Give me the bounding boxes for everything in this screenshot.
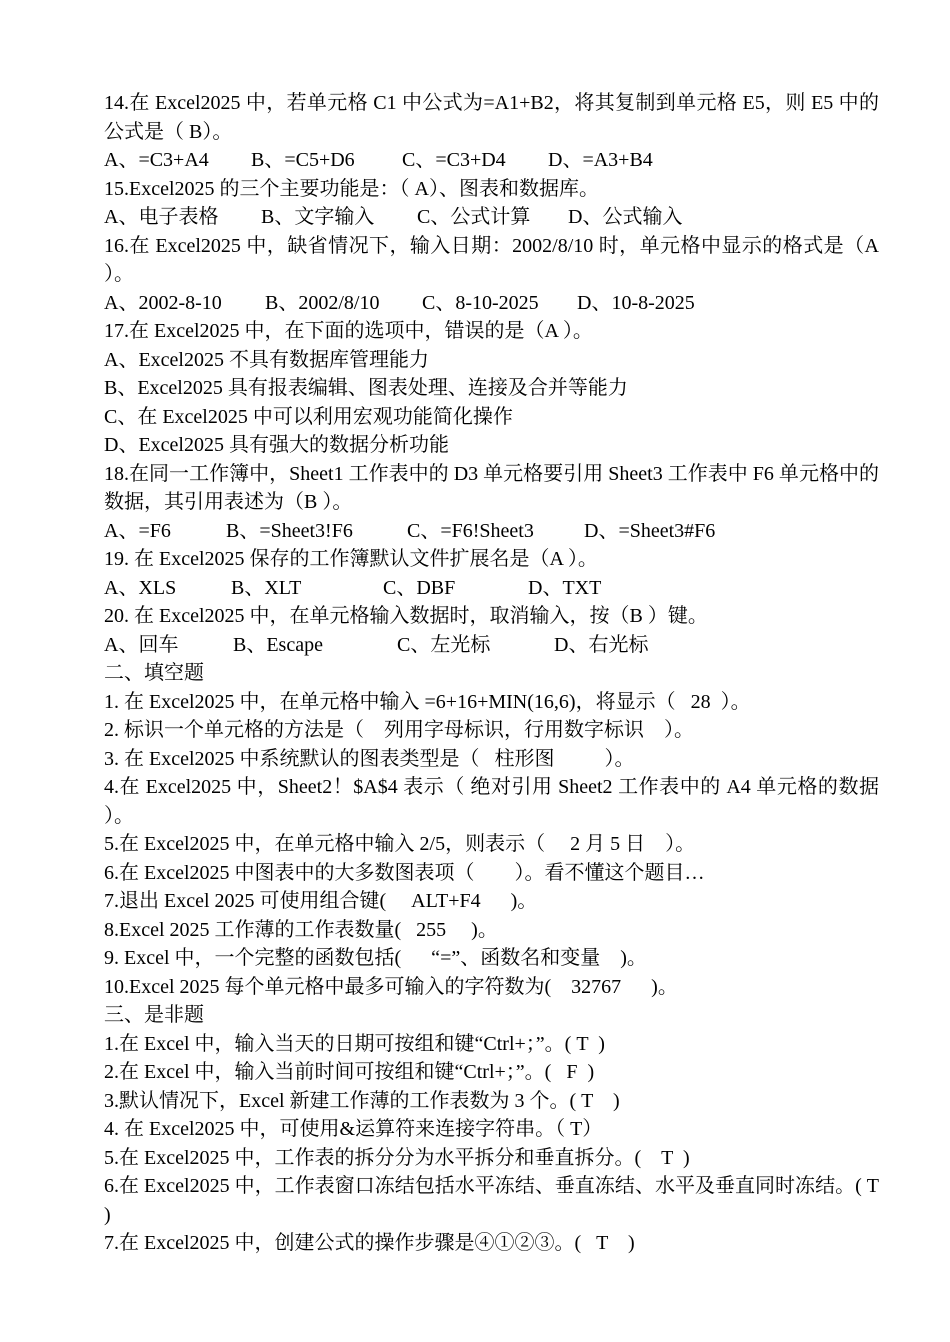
- option-c: C、DBF: [383, 576, 456, 599]
- fill-item-7: 7.退出 Excel 2025 可使用组合键( ALT+F4 )。: [104, 890, 538, 912]
- question-19: 19. 在 Excel2025 保存的工作簿默认文件扩展名是（A ）。: [104, 548, 598, 570]
- option-d: D、10-8-2025: [577, 291, 695, 314]
- option-b: B、XLT: [231, 576, 302, 599]
- fill-item-4: 4.在 Excel2025 中，Sheet2！$A$4 表示（ 绝对引用 Sheet2 工作表中的 A4 单元格的数据 ）。: [104, 776, 879, 827]
- fill-item-6: 6.在 Excel2025 中图表中的大多数图表项（ ）。看不懂这个题目…: [104, 861, 705, 884]
- question-16: 16.在 Excel2025 中，缺省情况下，输入日期：2002/8/10 时，单元格中显示的格式是（A ）。: [104, 234, 879, 285]
- option-c: C、8-10-2025: [422, 291, 539, 314]
- option-c-line: C、在 Excel2025 中可以利用宏观功能简化操作: [104, 405, 513, 428]
- tf-item-4: 4. 在 Excel2025 中，可使用&运算符来连接字符串。（ T）: [104, 1118, 603, 1140]
- options-16: [104, 289, 879, 318]
- tf-item-2: 2.在 Excel 中，输入当前时间可按组和键“Ctrl+；”。( F ): [104, 1061, 595, 1083]
- option-b: B、2002/8/10: [265, 291, 380, 314]
- options-14: [104, 146, 879, 175]
- fill-item-10: 10.Excel 2025 每个单元格中最多可输入的字符数为( 32767 )。: [104, 975, 678, 998]
- document-page: [104, 89, 879, 1258]
- tf-item-6: 6.在 Excel2025 中，工作表窗口冻结包括水平冻结、垂直冻结、水平及垂直同时冻结。( T ): [104, 1175, 879, 1226]
- option-b: B、文字输入: [261, 206, 375, 228]
- fill-item-2: 2. 标识一个单元格的方法是（ 列用字母标识，行用数字标识 ）。: [104, 719, 694, 741]
- option-d: D、右光标: [554, 633, 649, 656]
- option-a: A、=C3+A4: [104, 149, 209, 171]
- tf-item-7: 7.在 Excel2025 中，创建公式的操作步骤是④①②③。( T ): [104, 1232, 635, 1254]
- option-a: A、2002-8-10: [104, 291, 222, 314]
- option-d: D、=A3+B4: [548, 149, 653, 171]
- option-c: C、=F6!Sheet3: [407, 519, 534, 542]
- question-14: 14.在 Excel2025 中，若单元格 C1 中公式为=A1+B2，将其复制到单元格 E5，则 E5 中的公式是（ B）。: [104, 92, 879, 143]
- fill-item-3: 3. 在 Excel2025 中系统默认的图表类型是（ 柱形图 ）。: [104, 747, 635, 770]
- option-d: D、公式输入: [568, 206, 683, 228]
- option-c: C、=C3+D4: [402, 149, 506, 171]
- tf-item-5: 5.在 Excel2025 中，工作表的拆分分为水平拆分和垂直拆分。( T ): [104, 1146, 690, 1169]
- option-d-line: D、Excel2025 具有强大的数据分析功能: [104, 434, 449, 456]
- option-b: B、=C5+D6: [251, 149, 355, 171]
- fill-item-8: 8.Excel 2025 工作薄的工作表数量( 255 )。: [104, 918, 498, 941]
- tf-item-3: 3.默认情况下，Excel 新建工作薄的工作表数为 3 个。( T ): [104, 1089, 620, 1112]
- option-a: A、电子表格: [104, 206, 219, 228]
- question-17: 17.在 Excel2025 中，在下面的选项中，错误的是（A ）。: [104, 320, 593, 342]
- fill-item-1: 1. 在 Excel2025 中，在单元格中输入 =6+16+MIN(16,6)，将显示（ 28 ）。: [104, 690, 751, 713]
- section-heading-true-false: 三、是非题: [104, 1004, 204, 1026]
- question-18: 18.在同一工作簿中，Sheet1 工作表中的 D3 单元格要引用 Sheet3 工作表中 F6 单元格中的数据，其引用表述为（B ）。: [104, 462, 879, 513]
- option-c: C、公式计算: [417, 206, 531, 228]
- tf-item-1: 1.在 Excel 中，输入当天的日期可按组和键“Ctrl+；”。( T ): [104, 1032, 605, 1055]
- option-b: B、Escape: [233, 633, 323, 656]
- option-a: A、回车: [104, 633, 179, 656]
- options-19: [104, 574, 879, 603]
- option-b-line: B、Excel2025 具有报表编辑、图表处理、连接及合并等能力: [104, 377, 628, 399]
- option-d: D、=Sheet3#F6: [584, 519, 716, 542]
- option-a-line: A、Excel2025 不具有数据库管理能力: [104, 348, 429, 371]
- option-d: D、TXT: [528, 576, 602, 599]
- option-a: A、=F6: [104, 519, 171, 542]
- options-15: [104, 203, 879, 232]
- fill-item-5: 5.在 Excel2025 中，在单元格中输入 2/5，则表示（ 2 月 5 日 ）。: [104, 833, 696, 855]
- fill-item-9: 9. Excel 中，一个完整的函数包括( “=”、函数名和变量 )。: [104, 947, 647, 969]
- option-b: B、=Sheet3!F6: [226, 519, 353, 542]
- options-18: [104, 517, 879, 546]
- option-c: C、左光标: [397, 633, 491, 656]
- option-a: A、XLS: [104, 576, 177, 599]
- question-20: 20. 在 Excel2025 中，在单元格输入数据时，取消输入，按（B ）键。: [104, 605, 708, 627]
- question-15: 15.Excel2025 的三个主要功能是：（ A）、图表和数据库。: [104, 177, 599, 200]
- options-20: [104, 631, 879, 660]
- section-heading-fill: 二、填空题: [104, 662, 204, 684]
